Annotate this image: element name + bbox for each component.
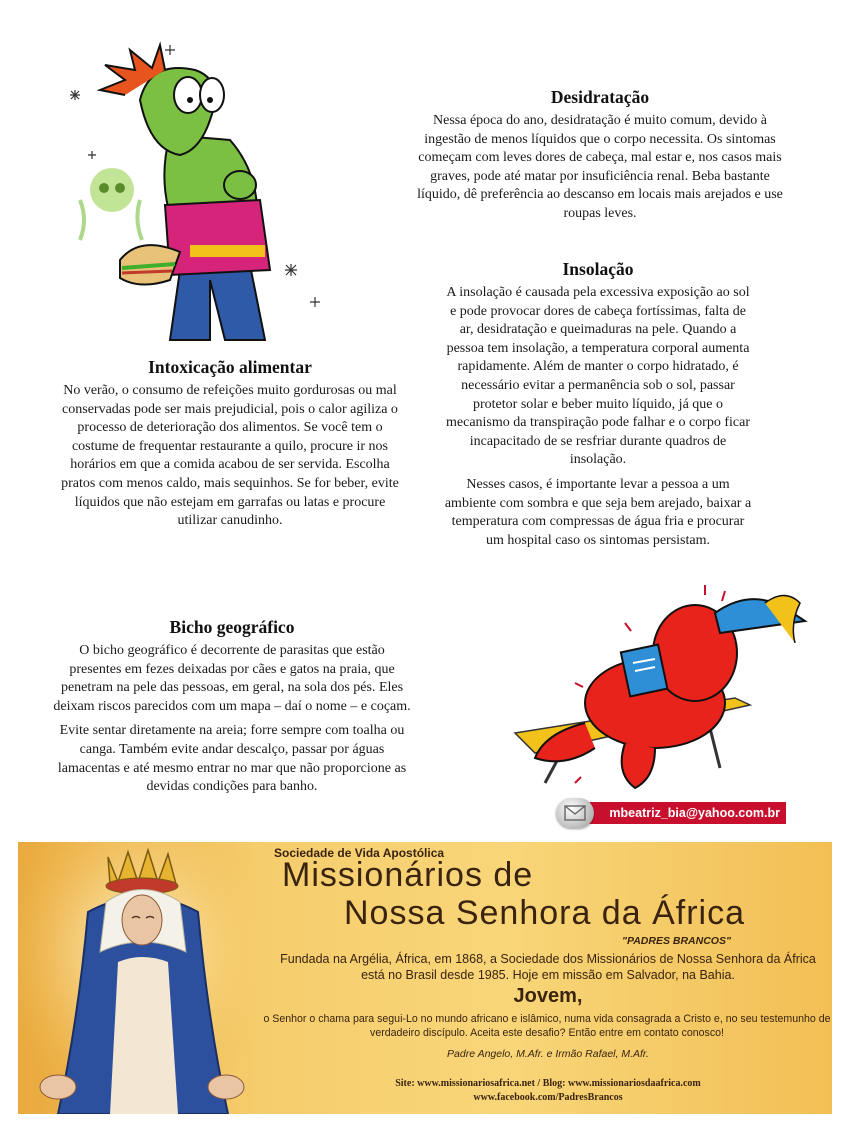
section-desidratacao [413,87,787,230]
section-title-insolacao: Insolação [562,259,634,279]
missionaries-ad-banner [18,842,832,1114]
ad-founded-text: Fundada na Argélia, África, em 1868, a Sociedade dos Missionários de Nossa Senhora da África está no Brasil desde 1985. Hoje em missão em Salvador, na Bahia. [280,952,816,982]
madonna-illustration [18,842,258,1114]
ad-signature: Padre Angelo, M.Afr. e Irmão Rafael, M.Afr. [447,1048,649,1060]
section-title-desidratacao: Desidratação [550,87,650,107]
section-title-intoxicacao: Intoxicação alimentar [148,357,312,377]
ad-call-text: o Senhor o chama para segui-Lo no mundo africano e islâmico, numa vida consagrada a Cristo e, no seu testemunho de verdadeiro discípulo. Aceita este desafio? Então entre em contato conosco! [263,1013,831,1039]
email-badge [556,798,786,828]
section-title-bicho: Bicho geográfico [169,617,295,637]
ad-jovem-heading: Jovem, [513,985,583,1007]
ad-society-label: Sociedade de Vida Apostólica [274,846,445,860]
ad-facebook-link[interactable]: www.facebook.com/PadresBrancos [473,1092,623,1103]
ad-title-line-1: Missionários de [282,856,534,894]
sick-man-cartoon [60,40,340,350]
email-address[interactable]: mbeatriz_bia@yahoo.com.br [582,802,786,824]
ad-padres-brancos: "PADRES BRANCOS" [622,935,731,947]
section-text-insolacao-2: Nesses casos, é importante levar a pessoa a um ambiente com sombra e que seja bem arejado, baixar a temperatura com compressas de água fria e procurar um hospital caso os sintomas persistam. [444,476,752,548]
section-text-intoxicacao: No verão, o consumo de refeições muito gordurosas ou mal conservadas pode ser mais prejudicial, pois o calor agiliza o processo de deterioração dos alimentos. Se você tem o costume de frequentar restaurante a quilo, procure ir nos horários em que a comida acabou de ser servida. Escolha pratos com menos caldo, mais sequinhos. Se for beber, evite líquidos que não estejam em garrafas ou latas e procure utilizar canudinho. [61,383,399,529]
section-insolacao [442,259,754,556]
ad-site-links[interactable]: Site: www.missionariosafrica.net / Blog: www.missionariosdaafrica.com [395,1078,701,1089]
section-text-bicho-1: O bicho geográfico é decorrente de parasitas que estão presentes em fezes deixadas por cães e gatos na praia, que penetram na pele das pessoas, em geral, na sola dos pés. Eles deixam riscos parecidos com um mapa – daí o nome – e coçam. [53,643,411,714]
sunburned-reader-cartoon [505,583,815,798]
section-text-desidratacao: Nessa época do ano, desidratação é muito comum, devido à ingestão de menos líquidos que o corpo necessita. Os sintomas começam com leves dores de cabeça, mal estar e, nos casos mais graves, pode até matar por insuficiência renal. Beba bastante líquido, dê preferência ao descanso em locais mais arejados e use roupas leves. [417,113,783,221]
envelope-icon [556,798,594,828]
section-intoxicacao [60,357,400,537]
section-bicho-geografico [52,617,412,803]
ad-title-line-2: Nossa Senhora da África [344,894,745,932]
section-text-insolacao-1: A insolação é causada pela excessiva exposição ao sol e pode provocar dores de cabeça fortíssimas, falta de ar, desidratação e queimaduras na pele. Quando a pessoa tem insolação, a temperatura corporal aumenta rapidamente. Além de manter o corpo hidratado, é necessário evitar a permanência sob o sol, passar protetor solar e beber muito líquido, já que o mecanismo da transpiração pode falhar e o corpo ficar incapacitado de se resfriar durante quadros de insolação. [446,285,750,468]
section-text-bicho-2: Evite sentar diretamente na areia; forre sempre com toalha ou canga. Também evite andar descalço, passar por águas lamacentas e até mesmo entrar no mar que não proporcione as devidas condições para banho. [57,723,407,795]
